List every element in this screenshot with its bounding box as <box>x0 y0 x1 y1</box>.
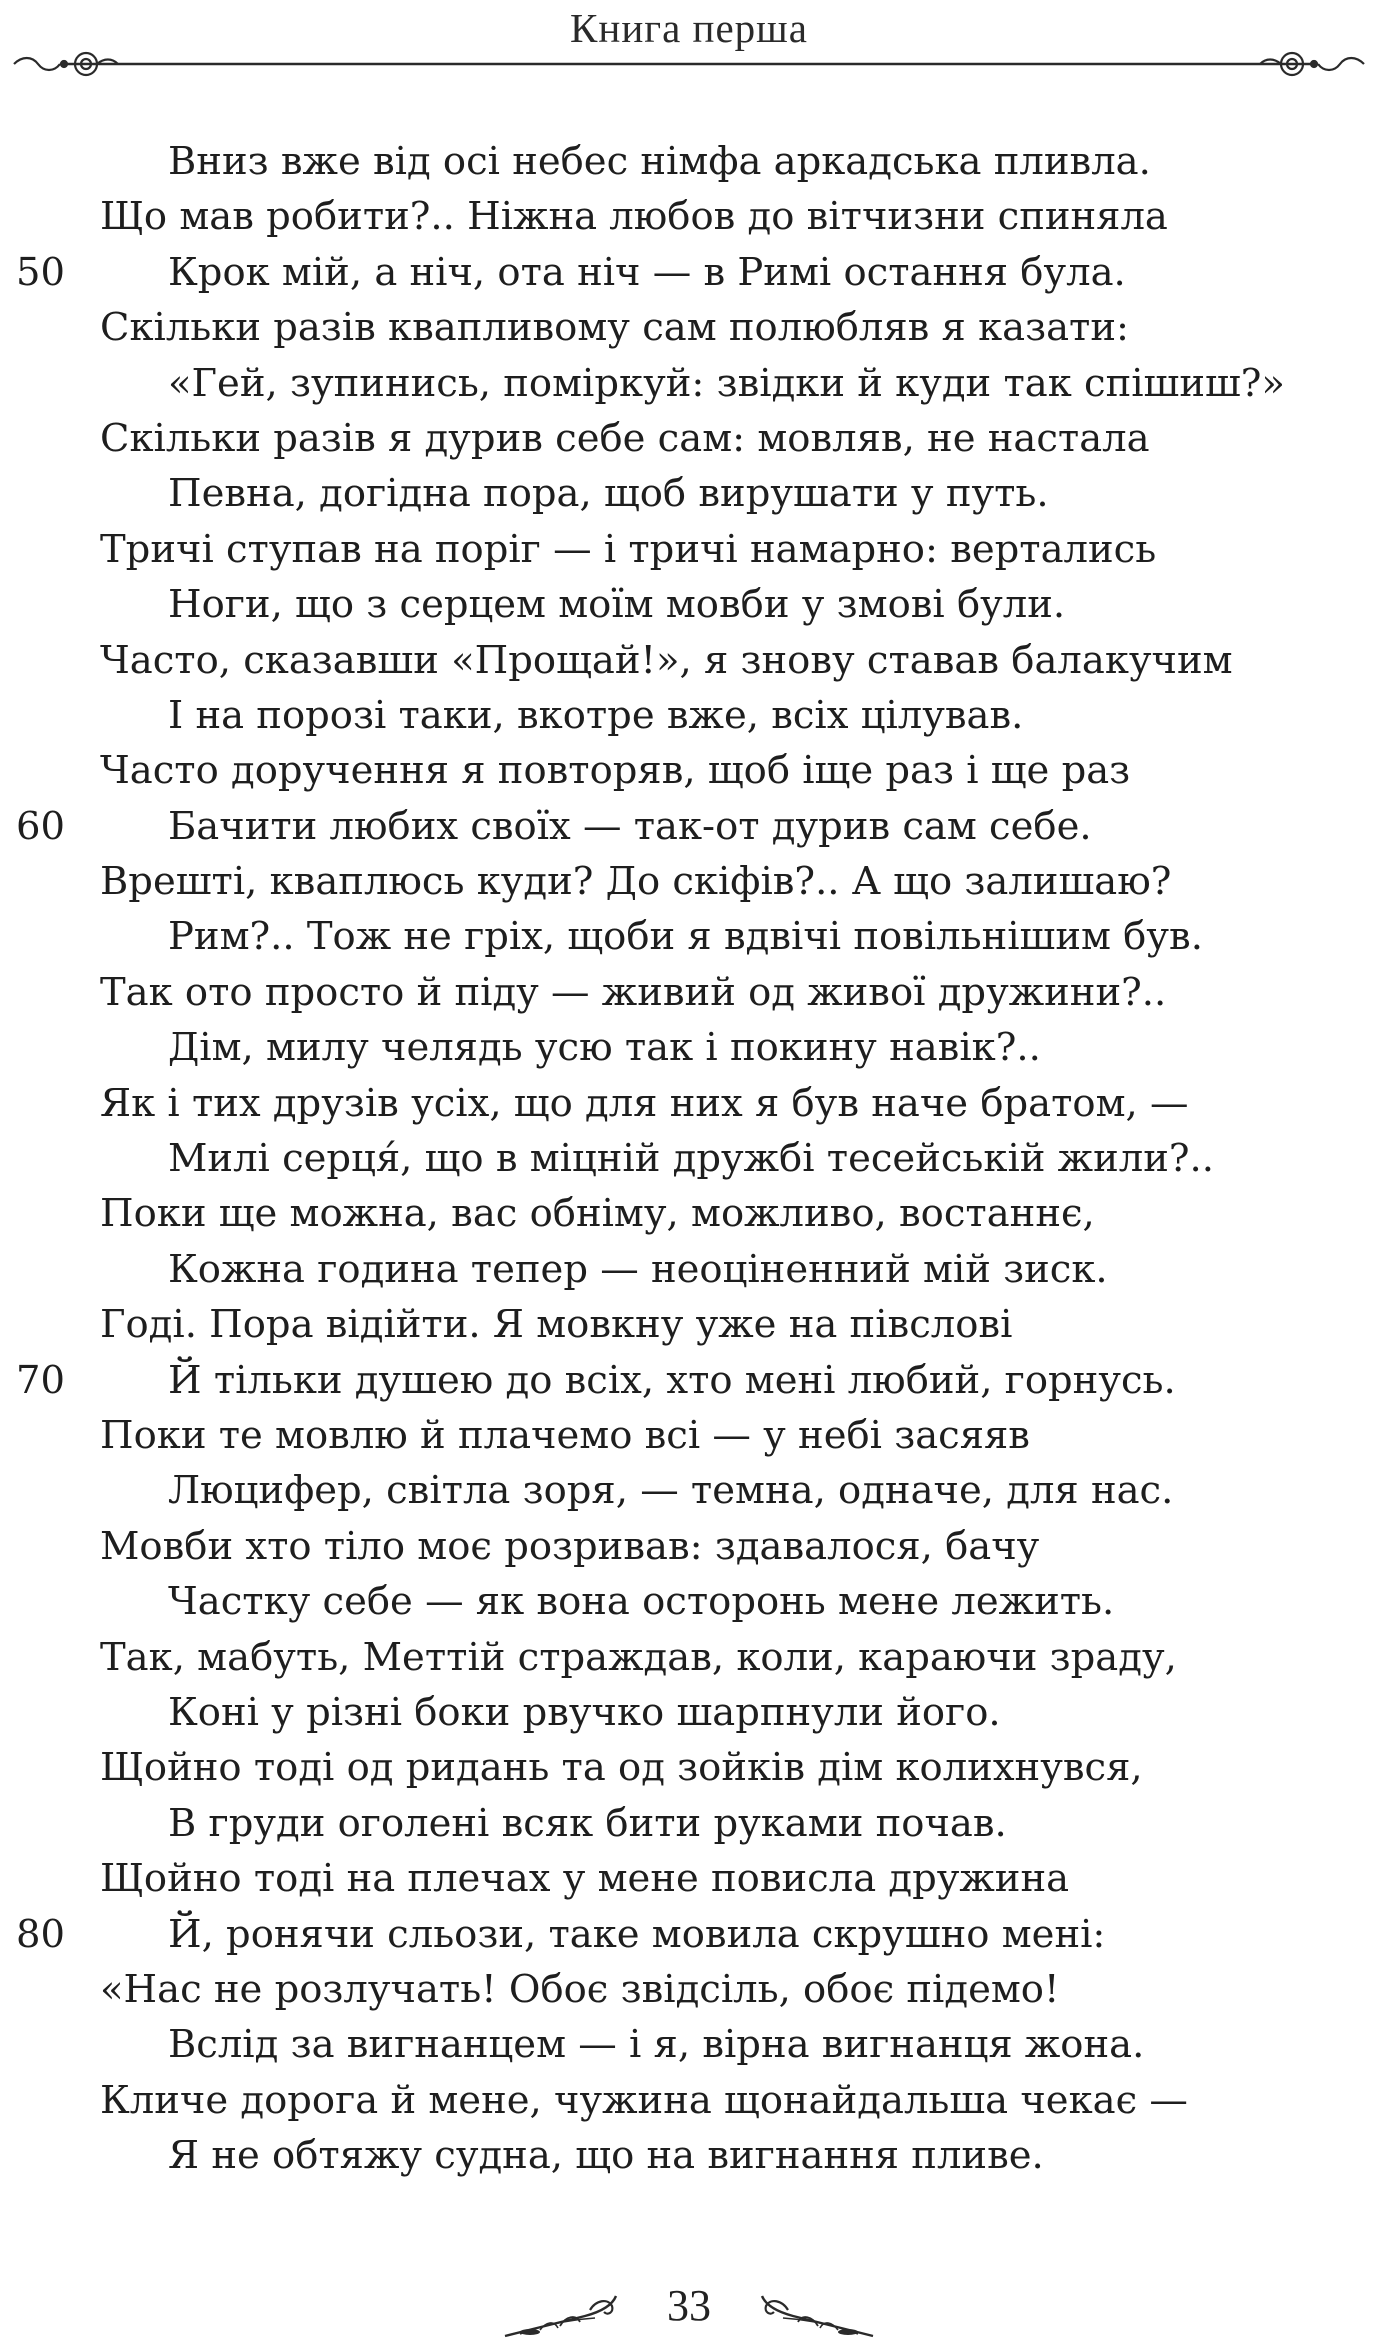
line-number: 80 <box>16 1911 65 1957</box>
verse-line-text: Вслід за вигнанцем — і я, вірна вигнанця жона. <box>168 2022 1145 2068</box>
verse-line-text: Частку себе — як вона осторонь мене лежить. <box>168 1579 1115 1625</box>
verse-line <box>0 245 1378 300</box>
verse-line <box>0 743 1378 798</box>
verse-line <box>0 1297 1378 1352</box>
verse-line-text: Так ото просто й піду — живий од живої дружини?.. <box>100 969 1167 1015</box>
verse-line-text: Скільки разів я дурив себе сам: мовляв, не настала <box>100 415 1150 461</box>
page-footer <box>0 2270 1378 2339</box>
verse-line-text: І на порозі таки, вкотре вже, всіх цілував. <box>168 692 1024 738</box>
verse-line <box>0 1851 1378 1906</box>
verse-line <box>0 2017 1378 2072</box>
verse-line-text: Кожна година тепер — неоціненний мій зиск. <box>168 1246 1108 1292</box>
verse-line-text: Скільки разів квапливому сам полюбляв я казати: <box>100 305 1129 351</box>
verse-line-text: Щойно тоді од ридань та од зойків дім колихнувся, <box>100 1745 1143 1791</box>
verse-line-text: Так, мабуть, Меттій страждав, коли, караючи зраду, <box>100 1634 1177 1680</box>
verse-line <box>0 466 1378 521</box>
verse-line-text: Ноги, що з серцем моїм мовби у змові були. <box>168 582 1066 628</box>
verse-line-text: В груди оголені всяк бити руками почав. <box>168 1800 1007 1846</box>
verse-line <box>0 909 1378 964</box>
verse-line-text: Й, ронячи сльози, таке мовила скрушно мені: <box>168 1911 1106 1957</box>
verse-line <box>0 1740 1378 1795</box>
verse-line <box>0 134 1378 189</box>
verse-line-text: «Гей, зупинись, поміркуй: звідки й куди так спішиш?» <box>168 360 1285 406</box>
verse-line <box>0 1186 1378 1241</box>
verse-line-text: Тричі ступав на поріг — і тричі намарно: вертались <box>100 526 1157 572</box>
verse-line <box>0 1463 1378 1518</box>
verse-line-text: Поки те мовлю й плачемо всі — у небі засяяв <box>100 1412 1030 1458</box>
verse-line <box>0 1962 1378 2017</box>
verse-line-text: Я не обтяжу судна, що на вигнання пливе. <box>168 2133 1044 2179</box>
page-number: 33 <box>667 2281 711 2330</box>
verse-line-text: Щойно тоді на плечах у мене повисла дружина <box>100 1856 1070 1902</box>
header-ornament-rule <box>0 44 1378 84</box>
verse-line <box>0 965 1378 1020</box>
verse-line-text: Рим?.. Тож не гріх, щоби я вдвічі повільнішим був. <box>168 914 1203 960</box>
verse-line <box>0 2073 1378 2128</box>
verse-line-text: Мовби хто тіло моє розривав: здавалося, бачу <box>100 1523 1040 1569</box>
verse-line-text: Поки ще можна, вас обніму, можливо, востаннє, <box>100 1191 1095 1237</box>
running-header <box>0 0 1378 90</box>
verse-line <box>0 1242 1378 1297</box>
verse-line <box>0 1630 1378 1685</box>
verse-line-text: Як і тих друзів усіх, що для них я був наче братом, — <box>100 1080 1189 1126</box>
verse-line-text: Часто доручення я повторяв, щоб іще раз і ще раз <box>100 748 1131 794</box>
verse-line-text: Певна, догідна пора, щоб вирушати у путь. <box>168 471 1049 517</box>
verse-line <box>0 1020 1378 1075</box>
verse-line <box>0 1574 1378 1629</box>
verse-line <box>0 522 1378 577</box>
verse-line <box>0 411 1378 466</box>
verse-line <box>0 1408 1378 1463</box>
verse-line <box>0 1685 1378 1740</box>
verse-line-text: Годі. Пора відійти. Я мовкну уже на півслові <box>100 1302 1013 1348</box>
verse-line <box>0 1353 1378 1408</box>
verse-line <box>0 1907 1378 1962</box>
verse-line <box>0 1076 1378 1131</box>
verse-line <box>0 633 1378 688</box>
poem-body <box>0 134 1378 2183</box>
line-number: 50 <box>16 249 65 295</box>
line-number: 70 <box>16 1357 65 1403</box>
verse-line-text: Коні у різні боки рвучко шарпнули його. <box>168 1689 1001 1735</box>
verse-line <box>0 854 1378 909</box>
verse-line <box>0 189 1378 244</box>
running-header-title: Книга перша <box>570 5 808 51</box>
verse-line <box>0 1519 1378 1574</box>
verse-line-text: «Нас не розлучать! Обоє звідсіль, обоє підемо! <box>100 1966 1060 2012</box>
verse-line-text: Що мав робити?.. Ніжна любов до вітчизни спиняла <box>100 194 1168 240</box>
verse-line-text: Вниз вже від осі небес німфа аркадська пливла. <box>168 139 1151 184</box>
verse-line-text: Кличе дорога й мене, чужина щонайдальша чекає — <box>100 2077 1188 2123</box>
verse-line-text: Дім, милу челядь усю так і покину навік?.. <box>168 1025 1041 1071</box>
verse-line-text: Люцифер, світла зоря, — темна, одначе, для нас. <box>168 1468 1174 1514</box>
verse-line-text: Крок мій, а ніч, ота ніч — в Римі остання була. <box>168 249 1126 295</box>
verse-line <box>0 799 1378 854</box>
verse-line-text: Часто, сказавши «Прощай!», я знову ставав балакучим <box>100 637 1233 683</box>
verse-line <box>0 300 1378 355</box>
verse-line <box>0 1796 1378 1851</box>
verse-line <box>0 1131 1378 1186</box>
verse-line-text: Бачити любих своїх — так-от дурив сам себе. <box>168 803 1092 849</box>
verse-line <box>0 356 1378 411</box>
verse-line-text: Милі серця́, що в міцній дружбі тесейській жили?.. <box>168 1136 1214 1182</box>
verse-line <box>0 577 1378 632</box>
verse-line <box>0 2128 1378 2183</box>
verse-line-text: Й тільки душею до всіх, хто мені любий, горнусь. <box>168 1357 1176 1403</box>
line-number: 60 <box>16 803 65 849</box>
verse-line-text: Врешті, кваплюсь куди? До скіфів?.. А що залишаю? <box>100 859 1172 905</box>
verse-line <box>0 688 1378 743</box>
